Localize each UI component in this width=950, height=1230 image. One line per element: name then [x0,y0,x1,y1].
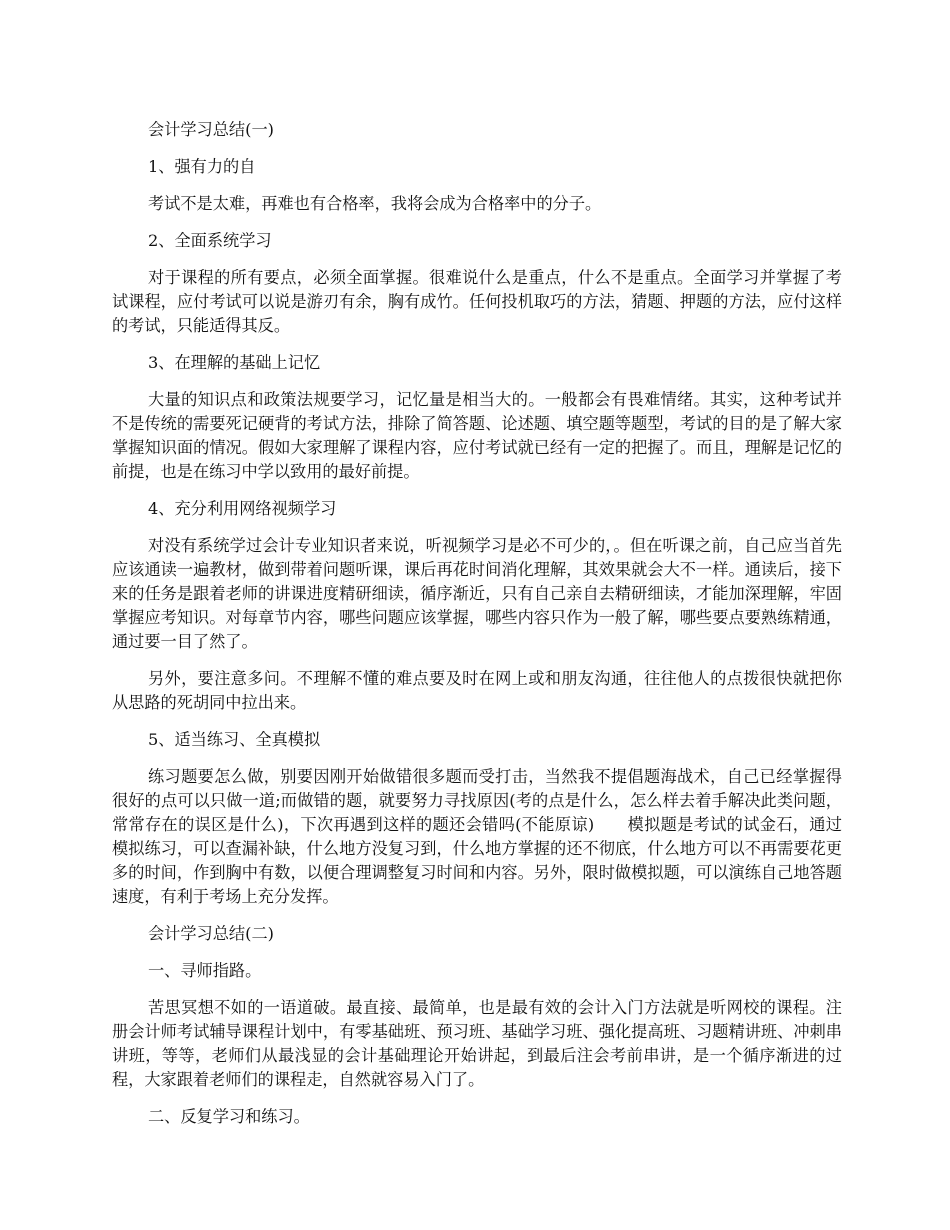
paragraph-5: 另外，要注意多问。不理解不懂的难点要及时在网上或和朋友沟通，往往他人的点拨很快就把你从思路的死胡同中拉出来。 [112,669,842,712]
section-title-2: 会计学习总结(二) [148,924,274,943]
point-heading-4: 4、充分利用网络视频学习 [148,499,337,518]
paragraph-4: 对没有系统学过会计专业知识者来说，听视频学习是必不可少的，。但在听课之前，自己应当首先应该通读一遍教材，做到带着问题听课，课后再花时间消化理解，其效果就会大不一样。通读后，接下来的任务是跟着老师的讲课进度精研细读，循序渐近，只有自己亲自去精研细读，才能加深理解，牢固掌握应考知识。对每章节内容，哪些问题应该掌握，哪些内容只作为一般了解，哪些要点要熟练精通，通过要一目了然了。 [112,536,842,651]
point-heading-2: 2、全面系统学习 [148,231,272,250]
point-heading-5: 5、适当练习、全真模拟 [148,730,321,749]
section-title-1: 会计学习总结(一) [148,120,274,139]
paragraph-3: 大量的知识点和政策法规要学习，记忆量是相当大的。一般都会有畏难情绪。其实，这种考试并不是传统的需要死记硬背的考试方法，排除了简答题、论述题、填空题等题型，考试的目的是了解大家掌握知识面的情况。假如大家理解了课程内容，应付考试就已经有一定的把握了。而且，理解是记忆的前提，也是在练习中学以致用的最好前提。 [112,390,842,481]
document-body [112,118,842,1129]
paragraph-7: 苦思冥想不如的一语道破。最直接、最简单，也是最有效的会计入门方法就是听网校的课程。注册会计师考试辅导课程计划中，有零基础班、预习班、基础学习班、强化提高班、习题精讲班、冲刺串讲班，等等，老师们从最浅显的会计基础理论开始讲起，到最后注会考前串讲，是一个循序渐进的过程，大家跟着老师们的课程走，自然就容易入门了。 [112,998,842,1089]
point-heading-6: 一、寻师指路。 [148,961,262,980]
paragraph-6: 练习题要怎么做，别要因刚开始做错很多题而受打击，当然我不提倡题海战术，自己已经掌握得很好的点可以只做一道;而做错的题，就要努力寻找原因(考的点是什么，怎么样去着手解决此类问题，常常存在的误区是什么)，下次再遇到这样的题还会错吗(不能原谅) 模拟题是考试的试金石，通过模拟练习，可以查漏补缺，什么地方没复习到，什么地方掌握的还不彻底，什么地方可以不再需要花更多的时间，作到胸中有数，以便合理调整复习时间和内容。另外，限时做模拟题，可以演练自己地答题速度，有利于考场上充分发挥。 [112,767,842,906]
point-heading-3: 3、在理解的基础上记忆 [148,353,321,372]
paragraph-1: 考试不是太难，再难也有合格率，我将会成为合格率中的分子。 [148,194,602,213]
paragraph-2: 对于课程的所有要点，必须全面掌握。很难说什么是重点，什么不是重点。全面学习并掌握了考试课程，应付考试可以说是游刃有余，胸有成竹。任何投机取巧的方法，猜题、押题的方法，应付这样的考试，只能适得其反。 [112,268,842,335]
point-heading-1: 1、强有力的自 [148,157,256,176]
point-heading-7: 二、反复学习和练习。 [148,1107,310,1126]
